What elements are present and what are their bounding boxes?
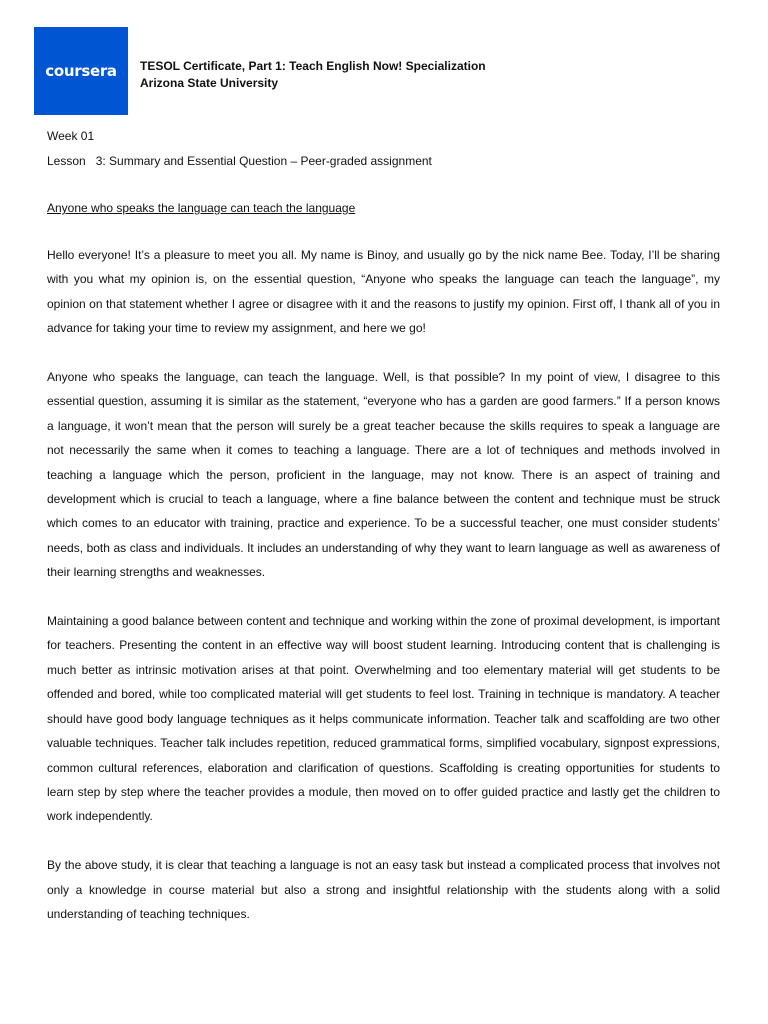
paragraph-intro: Hello everyone! It’s a pleasure to meet you all. My name is Binoy, and usually go by the nick name Bee. Today, I’ll be sharing with you what my opinion is, on the essential question, “Anyone who speaks the language can teach the language”, my opinion on that statement whether I agree or disagree with it and the reasons to justify my opinion. First off, I thank all of you in advance for taking your time to review my assignment, and here we go! (47, 248, 720, 336)
paragraph-techniques: Maintaining a good balance between content and technique and working within the zone of proximal development, is important for teachers. Presenting the content in an effective way will boost student learning. Introducing content that is challenging is much better as intrinsic motivation arises at that point. Overwhelming and too elementary material will get students to be offended and bored, while too complicated material will get students to feel lost. Training in technique is mandatory. A teacher should have good body language techniques as it helps communicate information. Teacher talk and scaffolding are two other valuable techniques. Teacher talk includes repetition, reduced grammatical forms, simplified vocabulary, signpost expressions, common cultural references, elaboration and clarification of questions. Scaffolding is creating opportunities for students to learn step by step where the teacher provides a module, then moved on to offer guided practice and lastly get the children to work independently. (47, 614, 720, 824)
logo-text: coursera (45, 62, 117, 80)
course-header (140, 58, 486, 92)
paragraph-argument: Anyone who speaks the language, can teach the language. Well, is that possible? In my point of view, I disagree to this essential question, assuming it is similar as the statement, “everyone who has a garden are good farmers.” If a person knows a language, it won’t mean that the person will surely be a great teacher because the skills requires to speak a language are not necessarily the same when it comes to teaching a language. There are a lot of techniques and methods involved in teaching a language which the person, proficient in the language, may not know. There is an aspect of training and development which is crucial to teach a language, where a fine balance between the content and technique must be struck which comes to an educator with training, practice and experience. To be a successful teacher, one must consider students’ needs, both as class and individuals. It includes an understanding of why they want to learn language as well as awareness of their learning strengths and weaknesses. (47, 370, 720, 580)
assignment-meta (47, 124, 432, 174)
week-label: Week 01 (47, 129, 95, 143)
lesson-label: Lesson 3: Summary and Essential Question – Peer-graded assignment (47, 154, 432, 168)
course-title: TESOL Certificate, Part 1: Teach English Now! Specialization (140, 59, 486, 73)
essay-body (47, 243, 720, 951)
coursera-logo (34, 27, 128, 115)
paragraph-conclusion: By the above study, it is clear that teaching a language is not an easy task but instead a complicated process that involves not only a knowledge in course material but also a strong and insightful relationship with the students along with a solid understanding of teaching techniques. (47, 858, 720, 921)
essay-title: Anyone who speaks the language can teach the language (47, 201, 356, 215)
university-name: Arizona State University (140, 76, 279, 90)
